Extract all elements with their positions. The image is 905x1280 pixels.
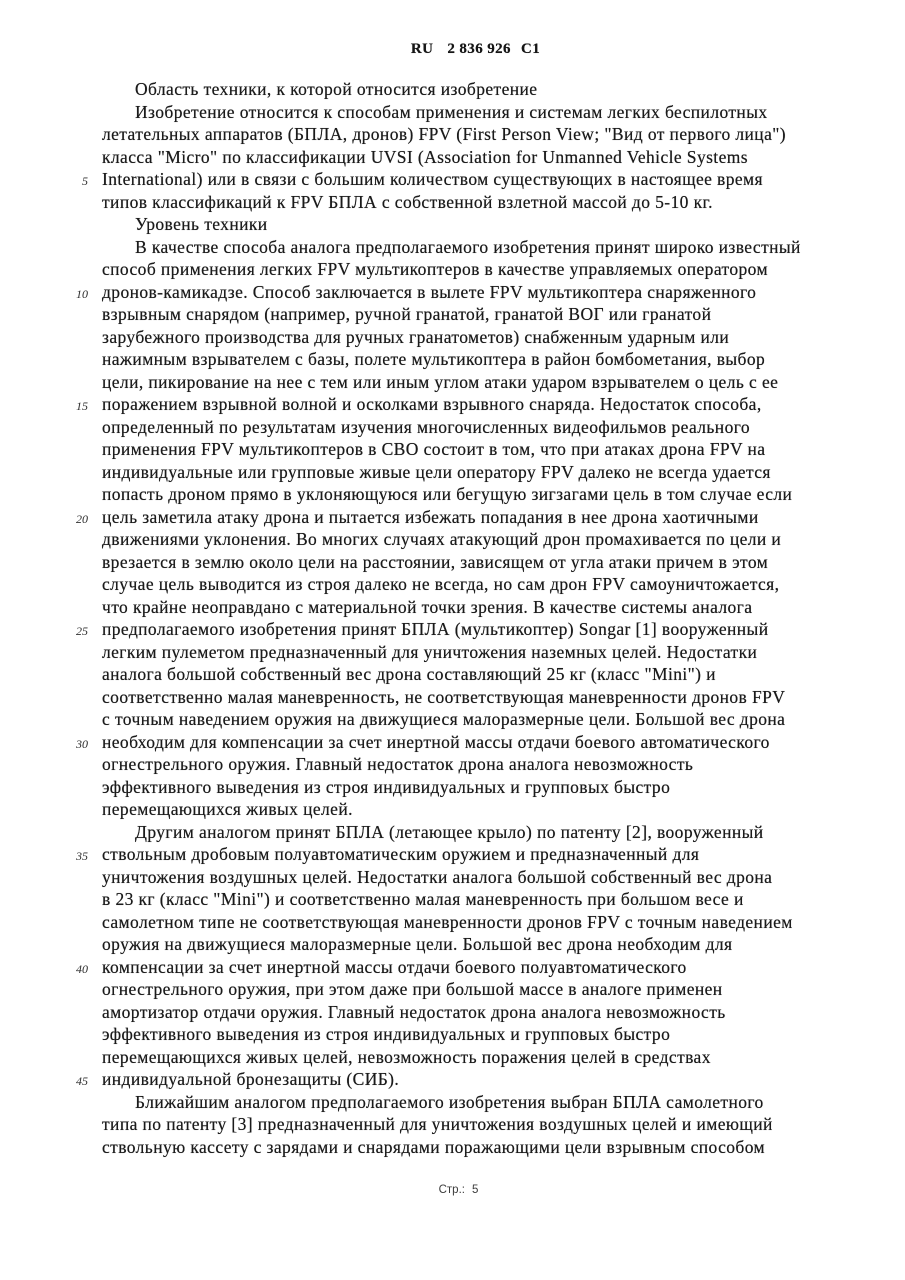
text-line	[60, 168, 801, 191]
line-number: 25	[76, 624, 88, 638]
page-footer	[6, 1184, 905, 1196]
text-line	[60, 843, 801, 866]
line-text: перемещающихся живых целей.	[102, 799, 353, 819]
line-text: ствольную кассету с зарядами и снарядами поражающими цели взрывным способом	[102, 1136, 766, 1157]
text-line	[60, 1091, 801, 1114]
line-text: необходим для компенсации за счет инертной массы отдачи боевого автоматического	[102, 731, 770, 752]
line-text: оружия на движущиеся малоразмерные цели. Большой вес дрона необходим для	[102, 934, 733, 954]
text-line	[60, 866, 801, 889]
text-line	[60, 956, 801, 979]
text-line	[60, 1113, 801, 1136]
line-text: огнестрельного оружия. Главный недостаток дрона аналога невозможность	[102, 754, 694, 774]
line-number: 40	[76, 961, 88, 976]
line-text: дронов-камикадзе. Способ заключается в вылете FPV мультикоптера снаряженного	[102, 281, 757, 302]
line-text: индивидуальные или групповые живые цели оператору FPV далеко не всегда удается	[102, 461, 771, 482]
text-line	[60, 213, 801, 236]
country-code: RU	[410, 41, 434, 57]
text-line	[60, 326, 801, 349]
text-line	[60, 596, 801, 619]
line-text: попасть дроном прямо в уклоняющуюся или бегущую зигзагами цель в том случае если	[102, 484, 793, 504]
line-text: эффективного выведения из строя индивидуальных и групповых быстро	[102, 776, 671, 797]
line-number: 20	[76, 511, 88, 526]
line-text: взрывным снарядом (например, ручной гранатой, гранатой ВОГ или гранатой	[102, 304, 712, 324]
text-line	[60, 663, 801, 686]
text-line	[60, 978, 801, 1001]
text-line	[60, 371, 801, 394]
line-text: типов классификаций к FPV БПЛА с собственной взлетной массой до 5-10 кг.	[102, 191, 713, 212]
text-line	[60, 731, 801, 754]
line-number: 15	[76, 399, 88, 413]
text-line	[60, 191, 801, 214]
text-line	[60, 776, 801, 799]
patent-text-body	[60, 78, 801, 1158]
text-line	[60, 506, 801, 529]
line-text: огнестрельного оружия, при этом даже при большой массе в аналоге применен	[102, 979, 723, 999]
line-number: 5	[82, 174, 88, 188]
text-line	[60, 78, 801, 101]
line-text: эффективного выведения из строя индивидуальных и групповых быстро	[102, 1024, 671, 1044]
text-line	[60, 551, 801, 574]
line-text: случае цель выводится из строя далеко не всегда, но сам дрон FPV самоуничтожается,	[102, 574, 780, 594]
line-number: 30	[76, 736, 88, 751]
line-text: врезается в землю около цели на расстоянии, зависящем от угла атаки причем в этом	[102, 551, 769, 572]
line-text: зарубежного производства для ручных гранатометов) снабженным ударным или	[102, 326, 730, 347]
line-text: ствольным дробовым полуавтоматическим оружием и предназначенный для	[102, 844, 700, 864]
line-text: предполагаемого изобретения принят БПЛА (мультикоптер) Songar [1] вооруженный	[102, 619, 769, 639]
line-text: В качестве способа аналога предполагаемого изобретения принят широко известный	[135, 236, 801, 257]
text-line	[60, 888, 801, 911]
text-line	[60, 1068, 801, 1091]
line-text: Область техники, к которой относится изобретение	[135, 79, 538, 99]
line-number: 45	[76, 1074, 88, 1088]
text-line	[60, 1001, 801, 1024]
line-number: 10	[76, 286, 88, 301]
text-line	[60, 101, 801, 124]
text-line	[60, 1136, 801, 1159]
publication-number: 2 836 926	[447, 41, 511, 57]
text-line	[60, 618, 801, 641]
text-line	[60, 416, 801, 439]
line-text: нажимным взрывателем с базы, полете мультикоптера в район бомбометания, выбор	[102, 349, 766, 369]
text-line	[60, 303, 801, 326]
text-line	[60, 641, 801, 664]
line-text: перемещающихся живых целей, невозможность поражения целей в средствах	[102, 1046, 711, 1067]
line-text: аналога большой собственный вес дрона составляющий 25 кг (класс "Mini") и	[102, 664, 716, 684]
line-text: способ применения легких FPV мультикоптеров в качестве управляемых оператором	[102, 259, 768, 279]
text-line	[60, 1023, 801, 1046]
text-line	[60, 798, 801, 821]
line-text: цели, пикирование на нее с тем или иным углом атаки ударом взрывателем о цель с ее	[102, 371, 779, 392]
line-text: Ближайшим аналогом предполагаемого изобретения выбран БПЛА самолетного	[135, 1091, 764, 1112]
text-line	[60, 281, 801, 304]
text-line	[60, 1046, 801, 1069]
line-text: уничтожения воздушных целей. Недостатки аналога большой собственный вес дрона	[102, 866, 773, 887]
line-text: самолетном типе не соответствующая маневренности дронов FPV с точным наведением	[102, 911, 793, 932]
text-line	[60, 821, 801, 844]
line-text: что крайне неоправдано с материальной точки зрения. В качестве системы аналога	[102, 596, 753, 617]
text-line	[60, 753, 801, 776]
text-line	[60, 258, 801, 281]
line-text: Изобретение относится к способам применения и системам легких беспилотных	[135, 101, 768, 122]
text-line	[60, 933, 801, 956]
footer-label: Стр.:	[438, 1184, 465, 1196]
document-header	[23, 41, 905, 58]
line-text: цель заметила атаку дрона и пытается избежать попадания в нее дрона хаотичными	[102, 506, 759, 527]
line-text: International) или в связи с большим количеством существующих в настоящее время	[102, 169, 763, 189]
text-line	[60, 438, 801, 461]
text-line	[60, 911, 801, 934]
line-text: индивидуальной бронезащиты (СИБ).	[102, 1069, 400, 1089]
line-text: амортизатор отдачи оружия. Главный недостаток дрона аналога невозможность	[102, 1001, 726, 1022]
line-text: класса "Micro" по классификации UVSI (Association for Unmanned Vehicle Systems	[102, 146, 748, 167]
line-text: летательных аппаратов (БПЛА, дронов) FPV (First Person View; "Вид от первого лица")	[102, 124, 787, 144]
kind-code: C1	[520, 41, 541, 57]
text-line	[60, 528, 801, 551]
text-line	[60, 146, 801, 169]
line-text: типа по патенту [3] предназначенный для уничтожения воздушных целей и имеющий	[102, 1114, 773, 1134]
line-text: соответственно малая маневренность, не соответствующая маневренности дронов FPV	[102, 686, 786, 707]
text-line	[60, 393, 801, 416]
line-text: определенный по результатам изучения многочисленных видеофильмов реального	[102, 416, 751, 437]
line-text: Другим аналогом принят БПЛА (летающее крыло) по патенту [2], вооруженный	[135, 821, 764, 842]
text-line	[60, 686, 801, 709]
text-line	[60, 236, 801, 259]
text-line	[60, 123, 801, 146]
line-text: легким пулеметом предназначенный для уничтожения наземных целей. Недостатки	[102, 641, 758, 662]
line-text: Уровень техники	[135, 214, 268, 234]
line-number: 35	[76, 849, 88, 863]
line-text: движениями уклонения. Во многих случаях атакующий дрон промахивается по цели и	[102, 529, 782, 549]
line-text: применения FPV мультикоптеров в СВО состоит в том, что при атаках дрона FPV на	[102, 439, 766, 459]
line-text: с точным наведением оружия на движущиеся малоразмерные цели. Большой вес дрона	[102, 709, 786, 729]
footer-page-number: 5	[471, 1184, 479, 1196]
text-line	[60, 348, 801, 371]
line-text: поражением взрывной волной и осколками взрывного снаряда. Недостаток способа,	[102, 394, 762, 414]
line-text: компенсации за счет инертной массы отдачи боевого полуавтоматического	[102, 956, 687, 977]
text-line	[60, 483, 801, 506]
text-line	[60, 573, 801, 596]
text-line	[60, 461, 801, 484]
line-text: в 23 кг (класс "Mini") и соответственно малая маневренность при большом весе и	[102, 889, 744, 909]
text-line	[60, 708, 801, 731]
